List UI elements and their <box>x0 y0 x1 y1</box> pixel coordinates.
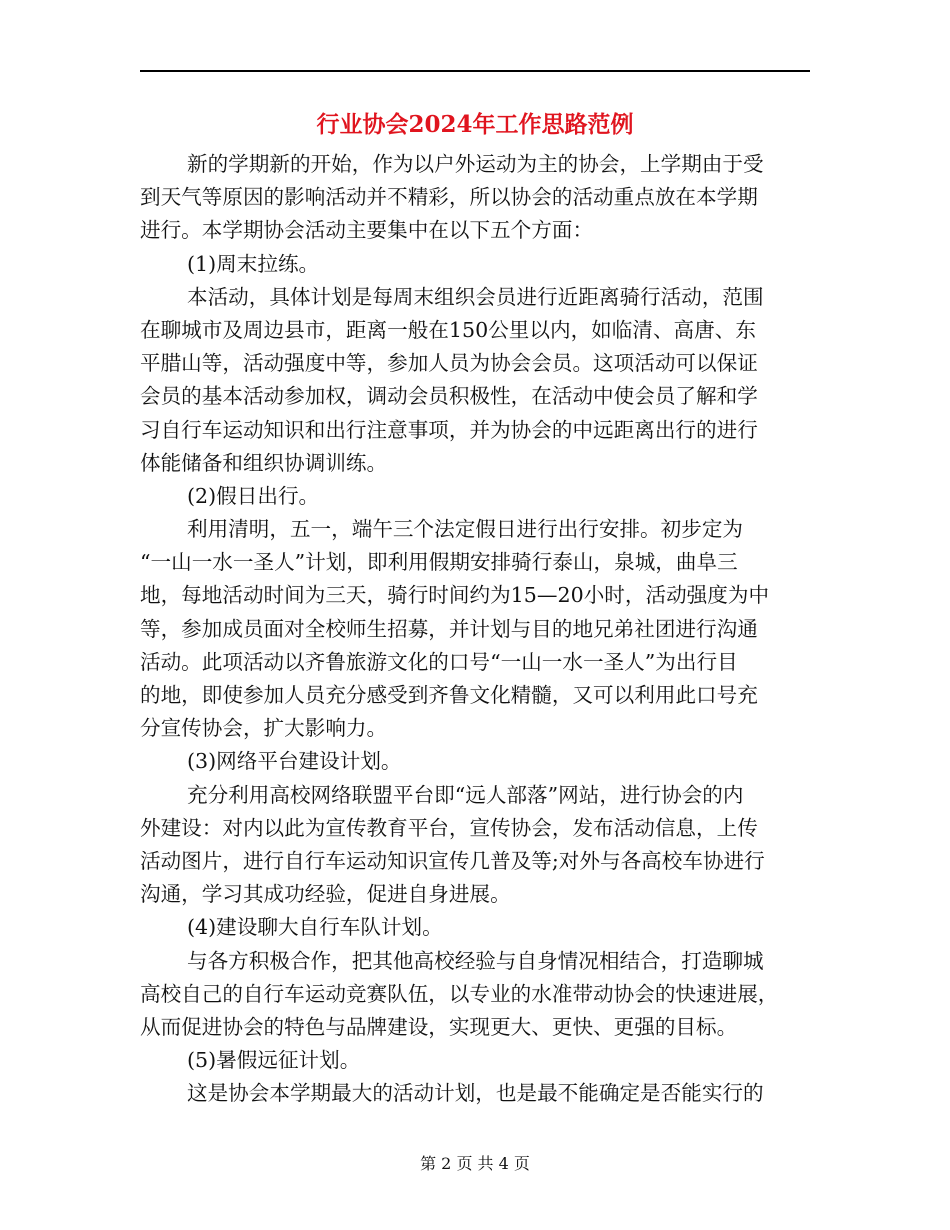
body-line: 这是协会本学期最大的活动计划，也是最不能确定是否能实行的 <box>187 1081 764 1106</box>
body-line: 活动图片，进行自行车运动知识宣传几普及等;对外与各高校车协进行 <box>140 848 765 873</box>
body-line: 习自行车运动知识和出行注意事项，并为协会的中远距离出行的进行 <box>140 417 758 442</box>
body-line: 在聊城市及周边县市，距离一般在150公里以内，如临清、高唐、东 <box>140 317 756 342</box>
body-line: (1)周末拉练。 <box>187 251 320 276</box>
body-line: 地，每地活动时间为三天，骑行时间约为15—20小时，活动强度为中 <box>140 583 770 608</box>
body-line: 会员的基本活动参加权，调动会员积极性，在活动中使会员了解和学 <box>140 384 758 409</box>
body-line: 平腊山等，活动强度中等，参加人员为协会会员。这项活动可以保证 <box>140 351 758 376</box>
body-line: 与各方积极合作，把其他高校经验与自身情况相结合，打造聊城 <box>187 948 764 973</box>
body-line: 体能储备和组织协调训练。 <box>140 450 388 475</box>
header-rule <box>140 70 810 72</box>
document-title: 行业协会2024年工作思路范例 <box>316 111 634 138</box>
body-line: 高校自己的自行车运动竞赛队伍，以专业的水准带动协会的快速进展， <box>140 981 779 1006</box>
document-body <box>140 148 810 1110</box>
body-line: 到天气等原因的影响活动并不精彩，所以协会的活动重点放在本学期 <box>140 185 758 210</box>
body-line: 利用清明，五一，端午三个法定假日进行出行安排。初步定为 <box>187 517 744 542</box>
body-line: 等，参加成员面对全校师生招募，并计划与目的地兄弟社团进行沟通 <box>140 616 758 641</box>
body-line: 本活动，具体计划是每周末组织会员进行近距离骑行活动，范围 <box>187 284 764 309</box>
body-line: “一山一水一圣人”计划，即利用假期安排骑行泰山，泉城，曲阜三 <box>140 550 738 575</box>
body-line: 的地，即使参加人员充分感受到齐鲁文化精髓，又可以利用此口号充 <box>140 683 758 707</box>
body-line: (5)暑假远征计划。 <box>187 1048 361 1073</box>
body-line: 沟通，学习其成功经验，促进自身进展。 <box>140 882 511 907</box>
body-line: 充分利用高校网络联盟平台即“远人部落”网站，进行协会的内 <box>187 782 744 807</box>
body-line: (3)网络平台建设计划。 <box>187 749 402 774</box>
body-line: 活动。此项活动以齐鲁旅游文化的口号“一山一水一圣人”为出行目 <box>140 649 738 674</box>
body-line: 外建设：对内以此为宣传教育平台，宣传协会，发布活动信息，上传 <box>140 815 758 840</box>
body-line: (4)建设聊大自行车队计划。 <box>187 915 443 940</box>
page-footer: 第 2 页 共 4 页 <box>420 1154 530 1173</box>
body-line: 新的学期新的开始，作为以户外运动为主的协会，上学期由于受 <box>187 152 764 176</box>
body-line: 进行。本学期协会活动主要集中在以下五个方面： <box>140 218 594 243</box>
body-line: 分宣传协会，扩大影响力。 <box>140 716 388 741</box>
body-line: 从而促进协会的特色与品牌建设，实现更大、更快、更强的目标。 <box>140 1014 738 1039</box>
body-line: (2)假日出行。 <box>187 483 320 508</box>
